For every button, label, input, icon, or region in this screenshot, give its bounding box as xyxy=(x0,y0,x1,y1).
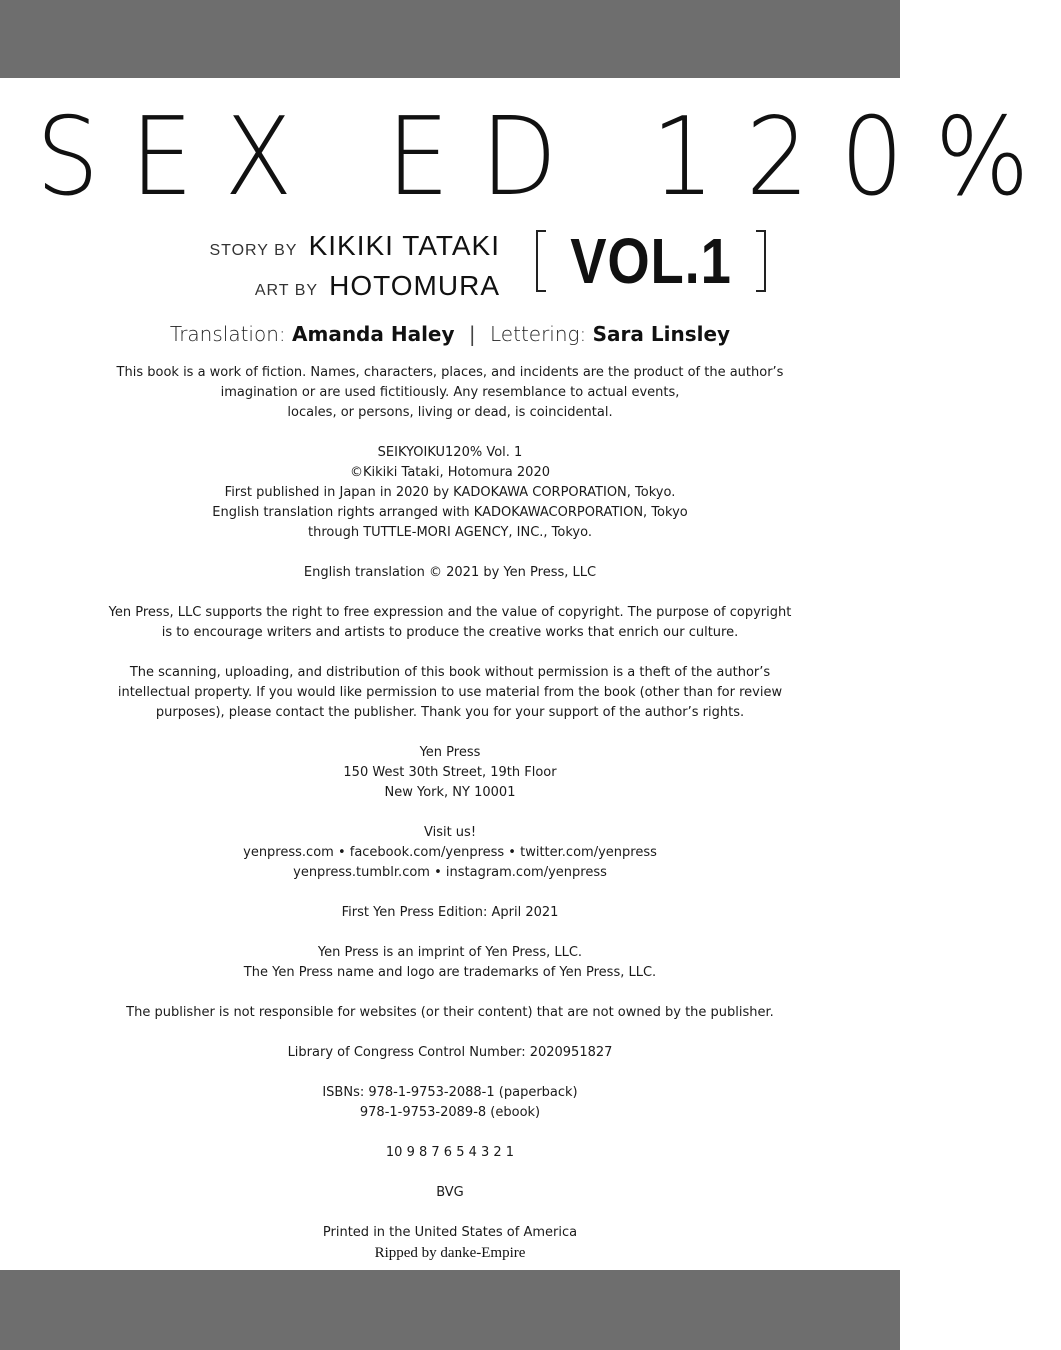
imprint-line: The Yen Press name and logo are trademarks of Yen Press, LLC. xyxy=(243,965,657,980)
address-line: Yen Press xyxy=(419,745,481,760)
volume-number: VOL.1 xyxy=(570,225,732,297)
fiction-line: locales, or persons, living or dead, is coincidental. xyxy=(287,405,613,420)
story-label: STORY BY xyxy=(209,242,298,259)
art-credit xyxy=(0,266,500,306)
right-bracket-icon xyxy=(756,230,766,292)
left-bracket-icon xyxy=(536,230,546,292)
copyright-line: First published in Japan in 2020 by KADOKAWA CORPORATION, Tokyo. xyxy=(224,485,676,500)
author-credits xyxy=(0,226,500,306)
address-line: New York, NY 10001 xyxy=(384,785,516,800)
expression-line: is to encourage writers and artists to produce the creative works that enrich our culture. xyxy=(161,625,739,640)
fiction-line: imagination or are used fictitiously. Any resemblance to actual events, xyxy=(220,385,680,400)
staff-separator: | xyxy=(468,322,476,346)
copyright-line: through TUTTLE-MORI AGENCY, INC., Tokyo. xyxy=(308,525,592,540)
fiction-line: This book is a work of fiction. Names, characters, places, and incidents are the product of the author’s xyxy=(116,365,784,380)
disclaimer-line: The publisher is not responsible for websites (or their content) that are not owned by the publisher. xyxy=(126,1005,774,1020)
address-line: 150 West 30th Street, 19th Floor xyxy=(343,765,557,780)
book-title: SEX ED 120% xyxy=(36,95,1061,220)
scanning-line: purposes), please contact the publisher. Thank you for your support of the author’s rights. xyxy=(155,705,745,720)
art-name: HOTOMURA xyxy=(329,270,500,301)
art-label: ART BY xyxy=(254,282,319,299)
scanning-line: The scanning, uploading, and distribution of this book without permission is a theft of the author’s xyxy=(129,665,771,680)
translation-copyright: English translation © 2021 by Yen Press, LLC xyxy=(303,565,597,580)
expression-line: Yen Press, LLC supports the right to free expression and the value of copyright. The purpose of copyright xyxy=(108,605,792,620)
translation-label: Translation: xyxy=(169,322,286,346)
printed-in-line: Printed in the United States of America xyxy=(322,1225,578,1240)
lccn-line: Library of Congress Control Number: 2020951827 xyxy=(287,1045,613,1060)
visit-links: yenpress.com • facebook.com/yenpress • twitter.com/yenpress xyxy=(243,845,657,860)
visit-heading: Visit us! xyxy=(423,825,477,840)
story-credit xyxy=(0,226,500,266)
staff-credits xyxy=(0,318,900,350)
copyright-line: ©Kikiki Tataki, Hotomura 2020 xyxy=(350,465,550,480)
lettering-name: Sara Linsley xyxy=(592,322,731,346)
printing-line: 10 9 8 7 6 5 4 3 2 1 xyxy=(385,1145,515,1160)
translation-name: Amanda Haley xyxy=(292,322,455,346)
bottom-band xyxy=(0,1270,900,1350)
imprint-line: Yen Press is an imprint of Yen Press, LLC. xyxy=(317,945,583,960)
ripped-by-line: Ripped by danke-Empire xyxy=(374,1245,526,1261)
copyright-line: SEIKYOIKU120% Vol. 1 xyxy=(377,445,523,460)
scanning-line: intellectual property. If you would like permission to use material from the book (other than for review xyxy=(117,685,783,700)
copyright-page-text xyxy=(0,363,900,1263)
volume-mark xyxy=(536,226,766,296)
visit-links: yenpress.tumblr.com • instagram.com/yenpress xyxy=(293,865,607,880)
printer-code: BVG xyxy=(436,1185,464,1200)
story-name: KIKIKI TATAKI xyxy=(308,230,500,261)
edition-line: First Yen Press Edition: April 2021 xyxy=(341,905,559,920)
lettering-label: Lettering: xyxy=(490,322,587,346)
copyright-line: English translation rights arranged with KADOKAWACORPORATION, Tokyo xyxy=(212,505,688,520)
top-band xyxy=(0,0,900,78)
isbn-line: ISBNs: 978-1-9753-2088-1 (paperback) xyxy=(322,1085,578,1100)
isbn-line: 978-1-9753-2089-8 (ebook) xyxy=(359,1105,541,1120)
